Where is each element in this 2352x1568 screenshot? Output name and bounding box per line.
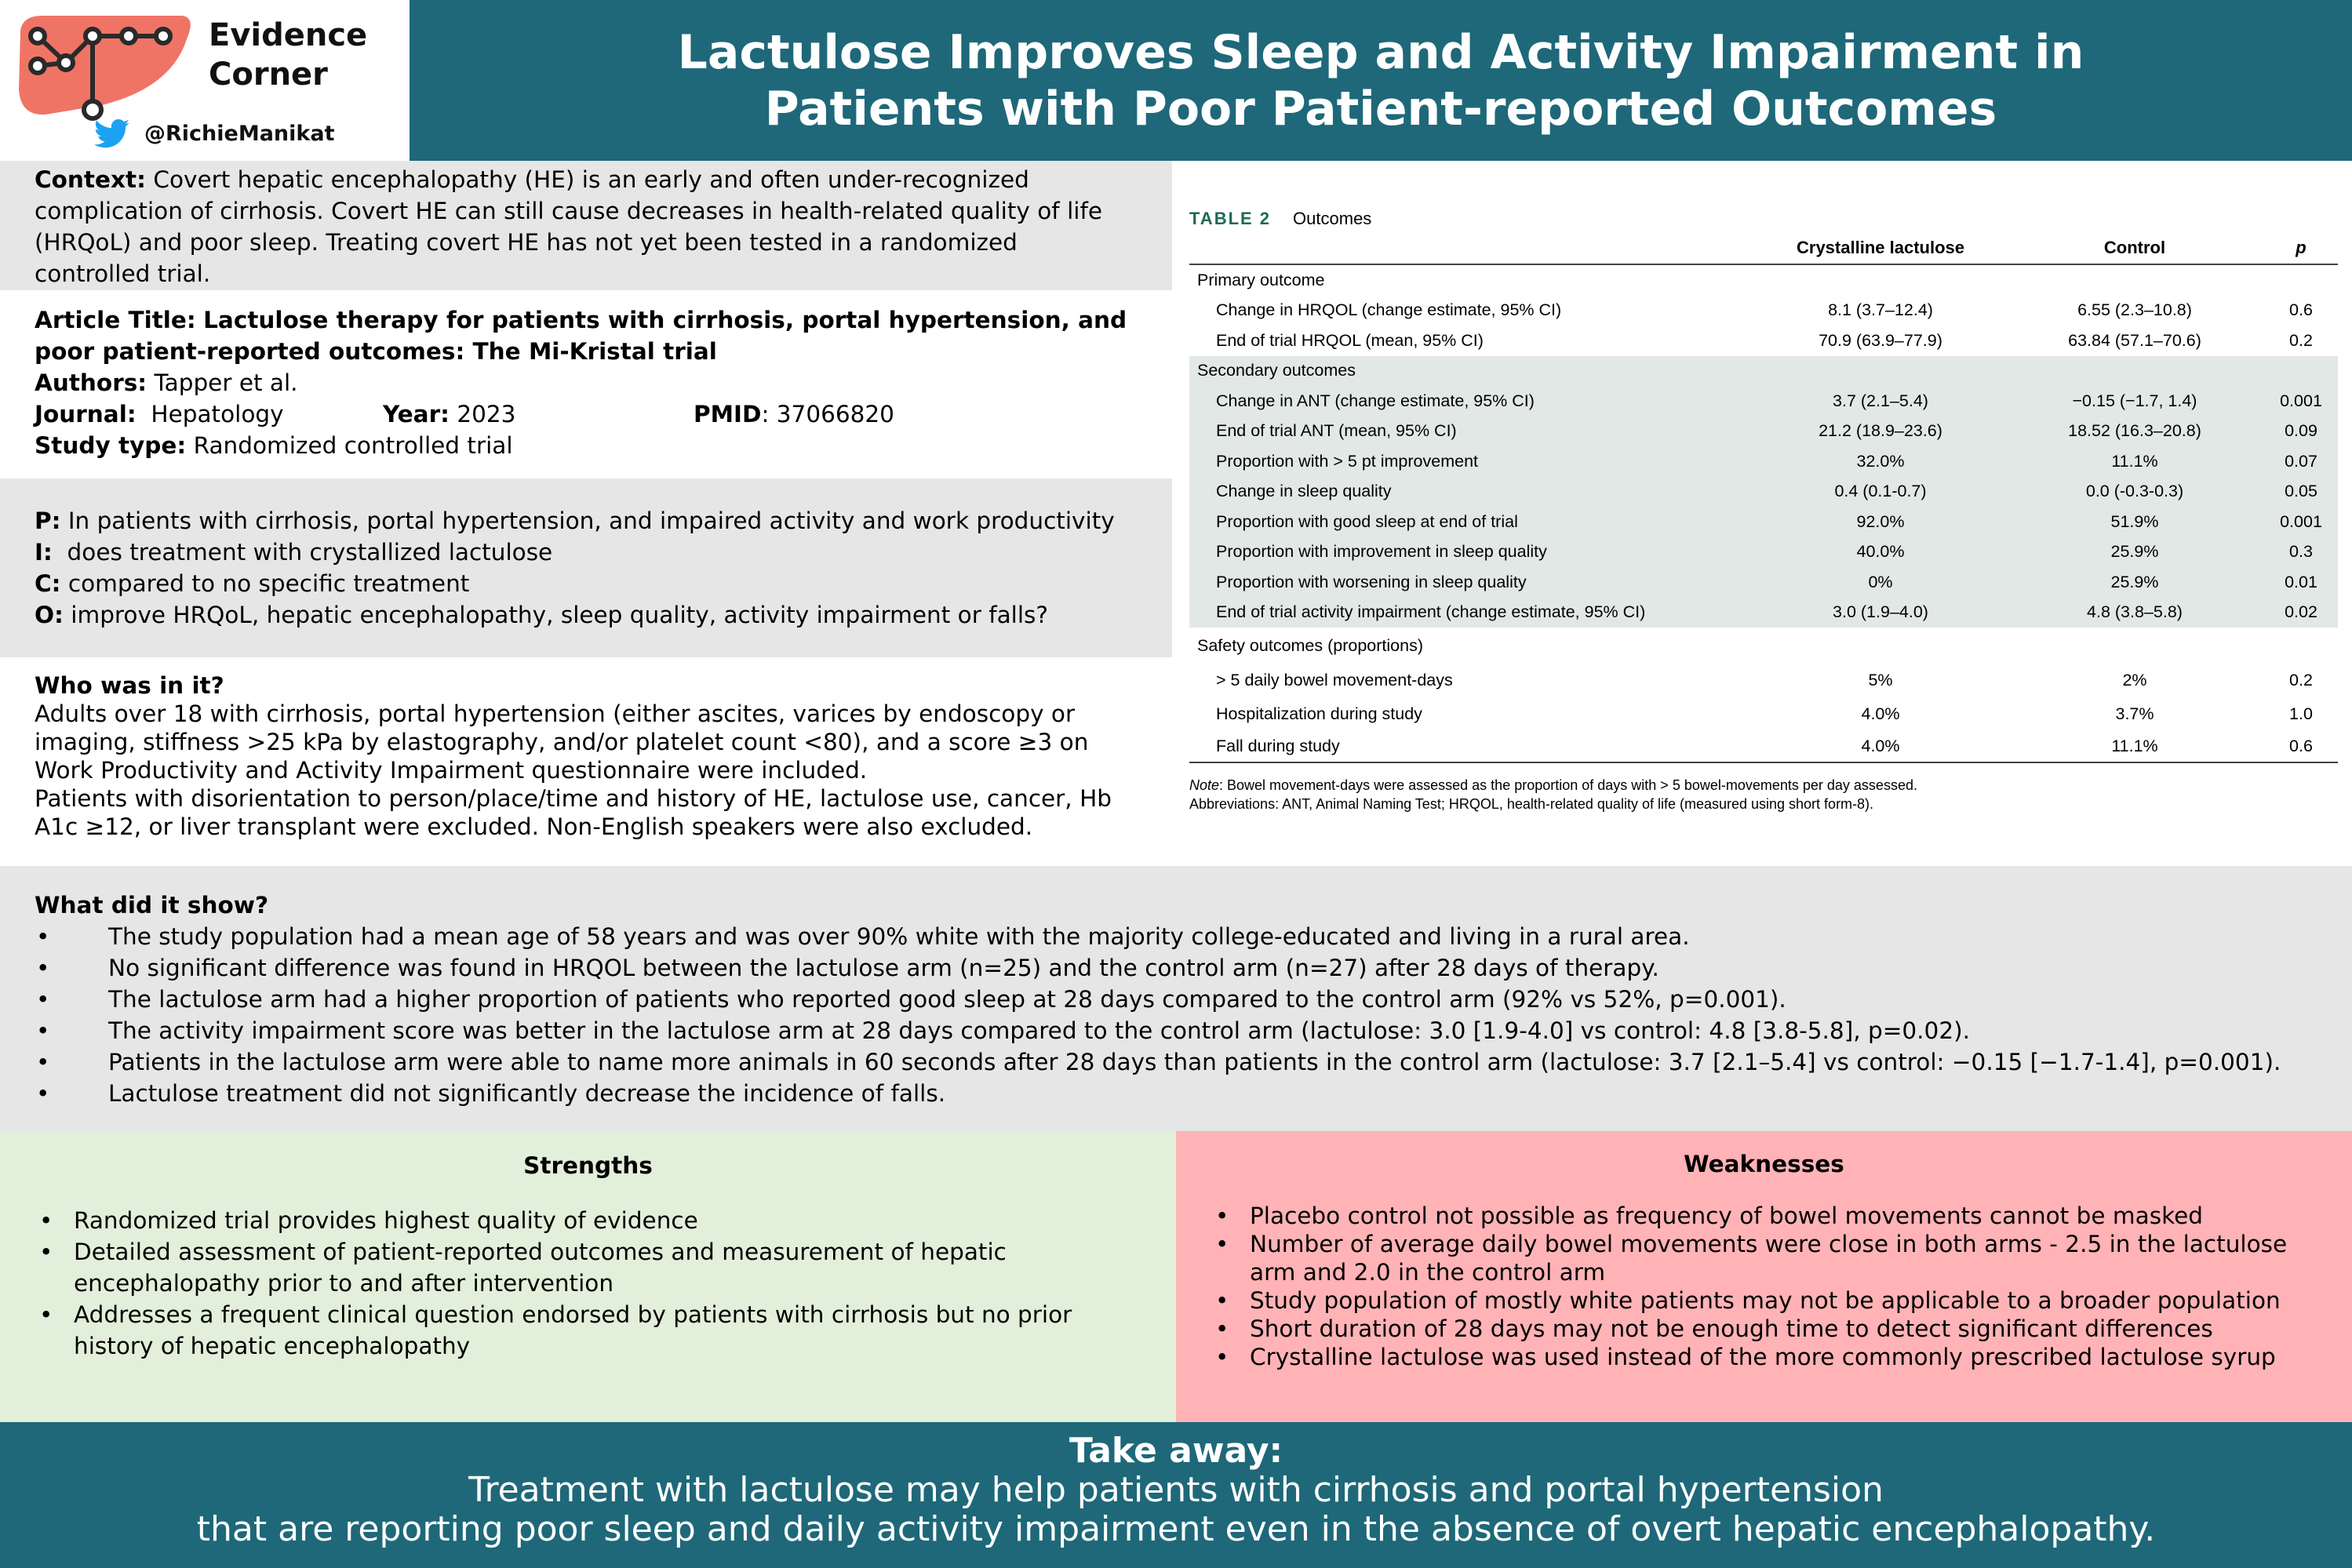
exclusion-criteria: Patients with disorientation to person/place/time and history of HE, lactulose use, cancer, Hb A1c ≥12, or liver transplant were excluded. Non-English speakers were also excluded. [35,785,1112,840]
control-value: 63.84 (57.1–70.6) [2068,330,2201,350]
year-field [383,398,515,430]
control-value: 25.9% [2005,537,2264,568]
results-panel [0,866,2352,1131]
control-value: 18.52 (16.3–20.8) [2005,417,2264,447]
study-type-label: Study type: [35,432,187,459]
table-row [1189,296,2338,326]
row-label: End of trial activity impairment (change estimate, 95% CI) [1189,598,1756,628]
list-item: • Randomized trial provides highest quality of evidence [35,1205,1141,1236]
lactulose-value: 0% [1756,567,2005,598]
row-label: Fall during study [1189,731,1756,762]
list-item: • The activity impairment score was better in the lactulose arm at 28 days compared to the control arm (lactulose: 3.0 [1.9-4.0] vs control: 4.8 [3.8-5.8], p=0.02). [35,1015,2317,1046]
article-panel [0,290,1172,478]
note-text: : Bowel movement-days were assessed as the proportion of days with > 5 bowel-movements per day assessed. [1219,777,1917,793]
pico-i-label: I: [35,539,53,566]
list-item: • Addresses a frequent clinical question endorsed by patients with cirrhosis but no prior history of hepatic encephalopathy [35,1299,1141,1362]
lactulose-value: 21.2 (18.9–23.6) [1756,417,2005,447]
context-panel [0,161,1172,290]
article-journal-row [35,398,1138,430]
section-primary-label: Primary outcome [1197,270,1325,289]
lactulose-value: 40.0% [1756,537,2005,568]
context-label: Context: [35,166,146,193]
row-label: Proportion with improvement in sleep quality [1189,537,1756,568]
brand-line1: Evidence [209,17,368,53]
row-label: Proportion with good sleep at end of trial [1189,507,1756,537]
pico-panel [0,478,1172,657]
population-panel [0,657,1172,866]
strengths-list [35,1205,1141,1362]
row-label: Proportion with worsening in sleep quality [1189,567,1756,598]
article-title-label: Article Title: [35,307,196,333]
row-label: Change in HRQOL (change estimate, 95% CI) [1216,300,1562,320]
pmid-value: 37066820 [776,401,894,427]
pmid-field: PMID: 37066820 [694,401,894,427]
list-item: • Lactulose treatment did not significantly decrease the incidence of falls. [35,1078,2317,1109]
control-value: 3.7% [2115,704,2154,723]
pico-c-label: C: [35,570,61,597]
twitter-bird-icon [94,119,130,149]
lactulose-value: 0.4 (0.1-0.7) [1756,477,2005,508]
journal-value: Hepatology [151,401,284,427]
pico-p-text: In patients with cirrhosis, portal hypertension, and impaired activity and work productivity [67,508,1115,534]
header-lactulose: Crystalline lactulose [1756,232,2005,264]
table-caption-text: Outcomes [1293,209,1372,228]
takeaway-line1: Treatment with lactulose may help patients with cirrhosis and portal hypertension [468,1470,1884,1510]
outcomes-table-figure [1189,206,2338,813]
p-value: 0.6 [2264,731,2338,762]
takeaway-line2: that are reporting poor sleep and daily activity impairment even in the absence of overt hepatic encephalopathy. [196,1509,2156,1549]
strengths-panel [0,1131,1176,1422]
lactulose-value: 4.0% [1861,704,1900,723]
table-row [1189,567,2338,598]
p-value: 0.001 [2264,386,2338,417]
p-value: 0.2 [2289,670,2313,689]
list-item: • Study population of mostly white patients may not be applicable to a broader population [1211,1286,2317,1315]
list-item: • Short duration of 28 days may not be enough time to detect significant differences [1211,1315,2317,1343]
section-row-secondary [1189,356,2338,387]
list-item: • No significant difference was found in HRQOL between the lactulose arm (n=25) and the control arm (n=27) after 28 days of therapy. [35,952,2317,984]
lactulose-value: 70.9 (63.9–77.9) [1819,330,1942,350]
row-label: Hospitalization during study [1216,704,1422,723]
table-note [1189,776,2338,795]
section-secondary-label: Secondary outcomes [1189,356,2338,387]
p-value: 0.3 [2264,537,2338,568]
pico-i [35,537,1138,568]
row-label: Change in sleep quality [1189,477,1756,508]
header-control: Control [2005,232,2264,264]
lactulose-value: 32.0% [1756,446,2005,477]
control-value: 2% [2122,670,2147,689]
p-value: 0.01 [2264,567,2338,598]
results-heading-text: What did it show? [35,892,269,919]
p-value: 0.6 [2289,300,2313,320]
list-item: • The study population had a mean age of 58 years and was over 90% white with the majority college-educated and living in a rural area. [35,921,2317,952]
list-item: • Detailed assessment of patient-reported outcomes and measurement of hepatic encephalopathy prior to and after intervention [35,1236,1141,1299]
section-row-primary [1189,264,2338,296]
p-value: 0.001 [2264,507,2338,537]
p-value: 0.05 [2264,477,2338,508]
weaknesses-heading: Weaknesses [1684,1151,1844,1177]
lactulose-value: 3.7 (2.1–5.4) [1756,386,2005,417]
liver-network-logo-icon [14,11,195,121]
row-label: Proportion with > 5 pt improvement [1189,446,1756,477]
list-item: • Crystalline lactulose was used instead of the more commonly prescribed lactulose syrup [1211,1343,2317,1371]
control-value: −0.15 (−1.7, 1.4) [2005,386,2264,417]
section-safety-label: Safety outcomes (proportions) [1197,635,1423,655]
poster-title: Lactulose Improves Sleep and Activity Impairment in Patients with Poor Patient-reported Outcomes [677,24,2084,136]
pico-p [35,505,1138,537]
weaknesses-panel [1176,1131,2352,1422]
takeaway-heading: Take away: [1069,1431,1283,1471]
row-label: End of trial HRQOL (mean, 95% CI) [1216,330,1484,350]
p-value: 0.09 [2264,417,2338,447]
control-value: 11.1% [2005,731,2264,762]
pico-i-text: does treatment with crystallized lactulose [67,539,553,566]
pico-c-text: compared to no specific treatment [67,570,470,597]
pico-c [35,568,1138,599]
outcomes-table [1189,232,2338,763]
table-row [1189,697,2338,731]
table-row [1189,326,2338,356]
strengths-heading: Strengths [523,1152,653,1179]
twitter-handle: @RichieManikat [144,122,335,146]
control-value: 11.1% [2005,446,2264,477]
list-item: • The lactulose arm had a higher proportion of patients who reported good sleep at 28 days compared to the control arm (92% vs 52%, p=0.001). [35,984,2317,1015]
p-value: 1.0 [2289,704,2313,723]
p-value: 0.02 [2264,598,2338,628]
pico-o [35,599,1138,631]
article-title-text: Lactulose therapy for patients with cirrhosis, portal hypertension, and poor patient-reported outcomes: The Mi-Kristal trial [35,307,1127,365]
table-label: TABLE 2 [1189,209,1272,228]
control-value: 0.0 (-0.3-0.3) [2005,477,2264,508]
list-item: • Patients in the lactulose arm were able to name more animals in 60 seconds after 28 days than patients in the control arm (lactulose: 3.7 [2.1–5.4] vs control: −0.15 [−1.7-1.4], p=0.001). [35,1046,2317,1078]
table-row [1189,417,2338,447]
year-value: 2023 [457,401,516,427]
control-value: 6.55 (2.3–10.8) [2077,300,2192,320]
lactulose-value: 92.0% [1756,507,2005,537]
table-notes [1189,776,2338,813]
table-row [1189,477,2338,508]
table-abbreviations: Abbreviations: ANT, Animal Naming Test; HRQOL, health-related quality of life (measured using short form-8). [1189,795,1874,812]
header-p: p [2264,232,2338,264]
control-value: 4.8 (3.8–5.8) [2005,598,2264,628]
control-value: 51.9% [2005,507,2264,537]
context-body: Covert hepatic encephalopathy (HE) is an early and often under-recognized complication of cirrhosis. Covert HE can still cause decreases in health-related quality of life (HRQoL) and poor sleep. Treating covert HE has not yet been tested in a randomized controlled trial. [35,166,1102,287]
row-label: Change in ANT (change estimate, 95% CI) [1189,386,1756,417]
journal-label: Journal: [35,401,137,427]
list-item: • Placebo control not possible as frequency of bowel movements cannot be masked [1211,1202,2317,1230]
authors-value: Tapper et al. [154,369,298,396]
inclusion-criteria: Adults over 18 with cirrhosis, portal hypertension (either ascites, varices by endoscopy or imaging, stiffness >25 kPa by elastography, and/or platelet count <80), and a score ≥3 on Work Productivity and Activity Impairment questionnaire were included. [35,700,1089,784]
lactulose-value: 3.0 (1.9–4.0) [1756,598,2005,628]
table-row [1189,598,2338,628]
takeaway-banner [0,1422,2352,1568]
control-value: 25.9% [2005,567,2264,598]
article-authors [35,367,1138,398]
p-value: 0.2 [2289,330,2313,350]
row-label: End of trial ANT (mean, 95% CI) [1189,417,1756,447]
pico-o-label: O: [35,602,64,628]
population-heading [35,671,1138,700]
article-study-type [35,430,1138,461]
results-list [35,921,2317,1109]
table-row [1189,731,2338,762]
table-row [1189,664,2338,697]
table-row [1189,507,2338,537]
table-header-row [1189,232,2338,264]
results-heading [35,890,2317,921]
year-label: Year: [383,401,450,427]
authors-label: Authors: [35,369,147,396]
table-row [1189,386,2338,417]
p-value: 0.07 [2264,446,2338,477]
row-label: > 5 daily bowel movement-days [1216,670,1453,689]
section-row-safety [1189,628,2338,664]
context-text [35,164,1138,289]
note-label: Note [1189,777,1220,793]
lactulose-value: 5% [1868,670,1893,689]
header-outcome [1189,232,1756,264]
lactulose-value: 4.0% [1756,731,2005,762]
population-heading-text: Who was in it? [35,672,224,699]
pico-o-text: improve HRQoL, hepatic encephalopathy, sleep quality, activity impairment or falls? [71,602,1049,628]
article-title [35,304,1138,367]
list-item: • Number of average daily bowel movements were close in both arms - 2.5 in the lactulose arm and 2.0 in the control arm [1211,1230,2317,1286]
brand-line2: Corner [209,56,328,93]
pico-p-label: P: [35,508,61,534]
weaknesses-list [1211,1202,2317,1371]
table-row [1189,537,2338,568]
table-row [1189,446,2338,477]
poster-header [410,0,2352,161]
pmid-label: PMID [694,401,762,427]
brand-area [0,0,410,161]
lactulose-value: 8.1 (3.7–12.4) [1828,300,1933,320]
table-caption [1189,206,2338,232]
brand-name [209,16,367,94]
study-type-value: Randomized controlled trial [193,432,513,459]
